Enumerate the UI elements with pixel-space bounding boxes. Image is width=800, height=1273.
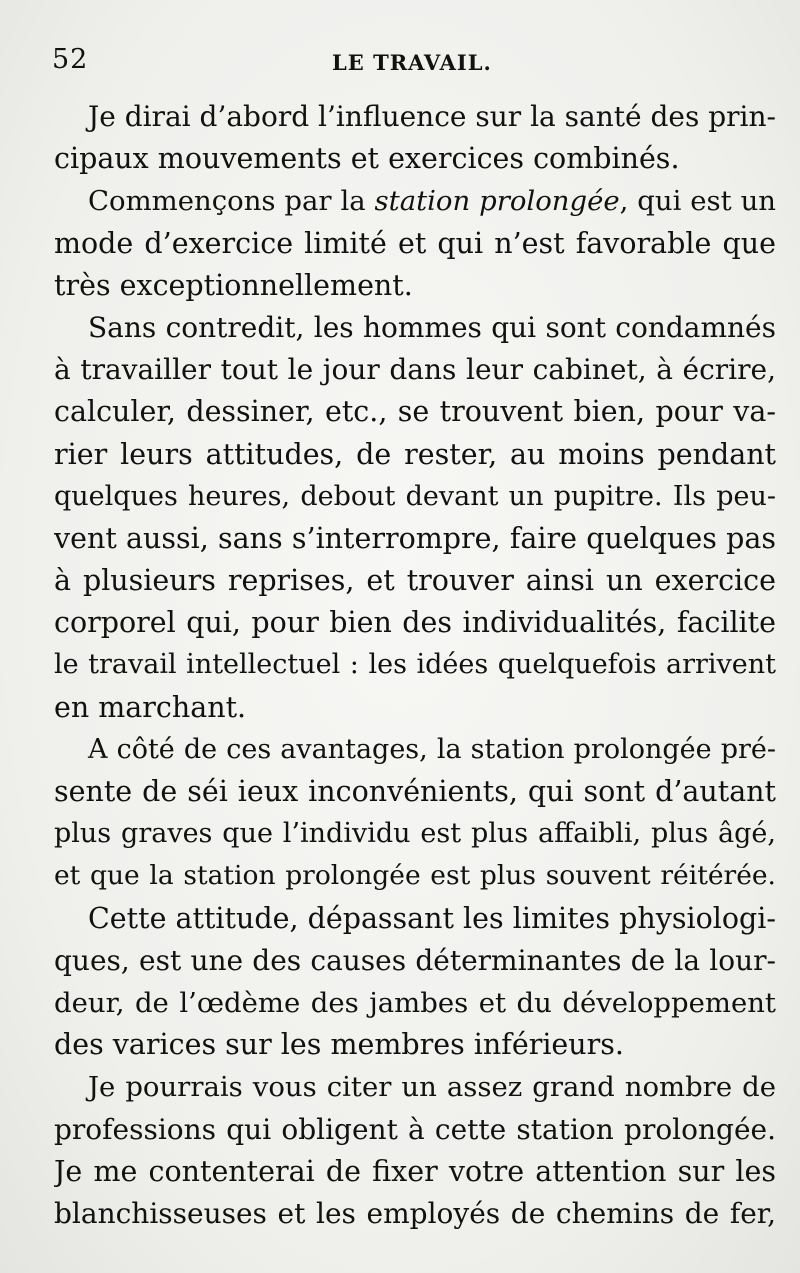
text-segment: , qui est un (619, 185, 776, 218)
text-line (54, 180, 776, 222)
text-line: Je dirai d’abord l’influence sur la santé des prin- (88, 100, 776, 133)
emphasized-phrase: station prolongée (374, 185, 620, 218)
text-line: cipaux mouvements et exercices combinés. (54, 142, 680, 176)
text-line: des varices sur les membres inférieurs. (54, 1028, 624, 1062)
text-line: Je me contenterai de fixer votre attention sur les (54, 1154, 776, 1188)
text-line: Sans contredit, les hommes qui sont condamnés (88, 310, 776, 344)
page-number: 52 (52, 44, 89, 75)
text-line: à travailler tout le jour dans leur cabinet, à écrire, (54, 353, 776, 387)
text-line: quelques heures, debout devant un pupitre. Ils peu- (54, 480, 776, 512)
page-header (52, 44, 774, 84)
text-line: A côté de ces avantages, la station prolongée pré- (88, 733, 776, 765)
text-line: calculer, dessiner, etc., se trouvent bien, pour va- (54, 395, 776, 429)
text-line: Je pourrais vous citer un assez grand nombre de (88, 1071, 776, 1104)
text-line: ques, est une des causes déterminantes de la lour- (54, 943, 776, 977)
text-line: blanchisseuses et les employés de chemins de fer, (54, 1196, 776, 1230)
text-line: professions qui obligent à cette station prolongée. (54, 1112, 776, 1146)
text-line: corporel qui, pour bien des individualités, facilite (54, 606, 776, 640)
text-segment: Commençons par la (88, 185, 375, 218)
text-line: et que la station prolongée est plus souvent réitérée. (54, 860, 776, 892)
text-line: rier leurs attitudes, de rester, au moins pendant (54, 437, 776, 471)
text-line: mode d’exercice limité et qui n’est favorable que (54, 226, 776, 260)
text-line: deur, de l’œdème des jambes et du développement (54, 986, 776, 1019)
text-line: en marchant. (54, 690, 247, 724)
text-line: à plusieurs reprises, et trouver ainsi un exercice (54, 564, 776, 598)
text-line: le travail intellectuel : les idées quelquefois arrivent (54, 649, 776, 681)
text-line: très exceptionnellement. (54, 268, 413, 302)
body-text (54, 96, 776, 1235)
running-head: LE TRAVAIL. (332, 50, 492, 75)
text-line: plus graves que l’individu est plus affaibli, plus âgé, (54, 818, 776, 850)
text-line: vent aussi, sans s’interrompre, faire quelques pas (54, 521, 776, 555)
text-line: sente de séi ieux inconvénients, qui sont d’autant (54, 775, 776, 808)
text-line: Cette attitude, dépassant les limites physiologi- (88, 901, 776, 935)
